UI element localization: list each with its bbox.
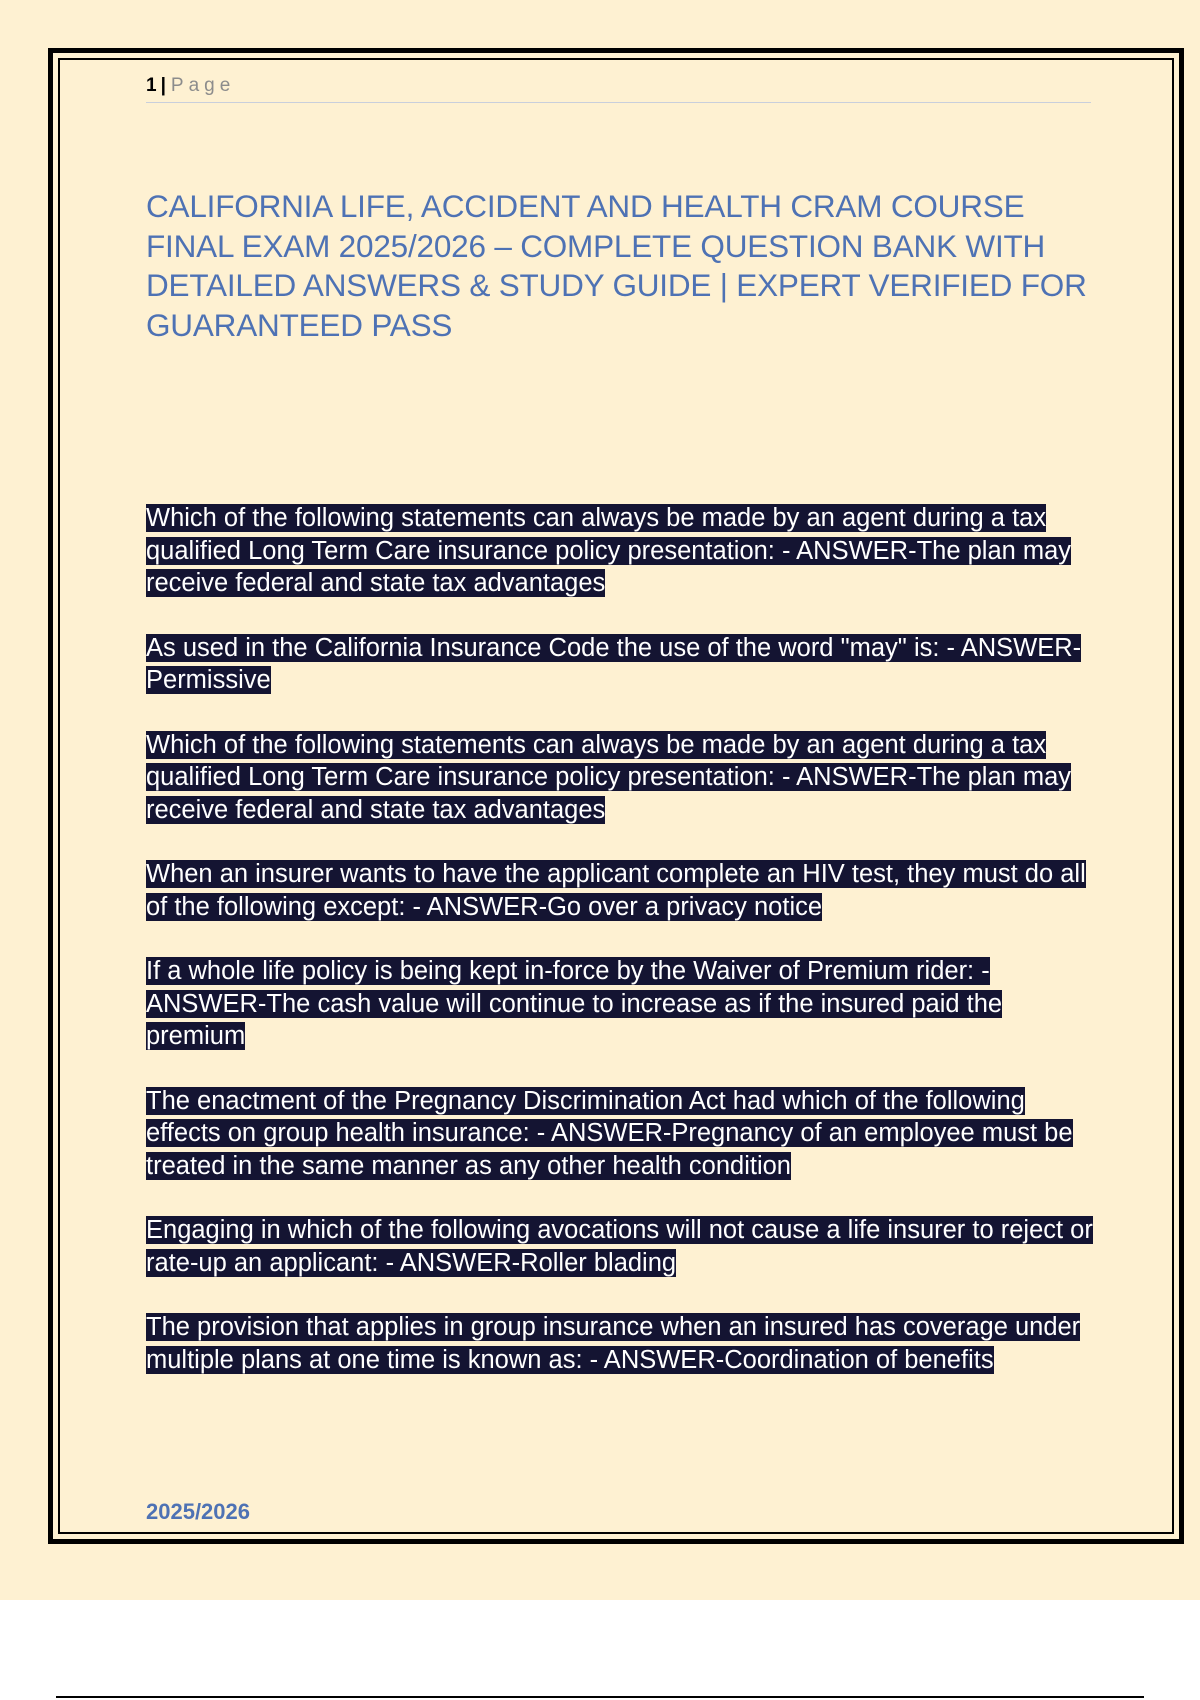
bottom-divider [56,1696,1144,1698]
page-label: Page [170,75,236,96]
qa-item-5 [146,955,1096,1053]
qa-text: Engaging in which of the following avocations will not cause a life insurer to reject or rate-up an applicant: - ANSWER-Roller blading [146,1216,1093,1277]
page-number: 1 [146,75,157,96]
document-title: CALIFORNIA LIFE, ACCIDENT AND HEALTH CRAM COURSE FINAL EXAM 2025/2026 – COMPLETE QUESTION BANK WITH DETAILED ANSWERS & STUDY GUIDE | EXPERT VERIFIED FOR GUARANTEED PASS [146,188,1087,343]
qa-item-6 [146,1085,1096,1183]
qa-text: The enactment of the Pregnancy Discrimination Act had which of the following effects on group health insurance: - ANSWER-Pregnancy of an employee must be treated in the same manner as any other health condition [146,1086,1073,1180]
qa-item-3 [146,729,1096,827]
qa-list [146,502,1096,1408]
footer-year: 2025/2026 [146,1499,250,1524]
qa-text: Which of the following statements can always be made by an agent during a tax qualified Long Term Care insurance policy presentation: - ANSWER-The plan may receive federal and state tax advantages [146,730,1072,824]
qa-item-1 [146,502,1096,600]
qa-text: As used in the California Insurance Code the use of the word "may" is: - ANSWER-Permissive [146,633,1082,694]
page-separator: | [160,75,166,96]
qa-item-2 [146,632,1096,697]
page-header [146,72,1091,103]
qa-item-4 [146,858,1096,923]
qa-text: Which of the following statements can always be made by an agent during a tax qualified Long Term Care insurance policy presentation: - ANSWER-The plan may receive federal and state tax advantages [146,504,1072,597]
qa-text: When an insurer wants to have the applicant complete an HIV test, they must do all of the following except: - ANSWER-Go over a privacy notice [146,860,1086,921]
qa-text: If a whole life policy is being kept in-force by the Waiver of Premium rider: - ANSWER-The cash value will continue to increase as if the insured paid the premium [146,957,1003,1050]
qa-item-7 [146,1214,1096,1279]
qa-text: The provision that applies in group insurance when an insured has coverage under multiple plans at one time is known as: - ANSWER-Coordination of benefits [146,1313,1081,1374]
qa-item-8 [146,1311,1096,1376]
